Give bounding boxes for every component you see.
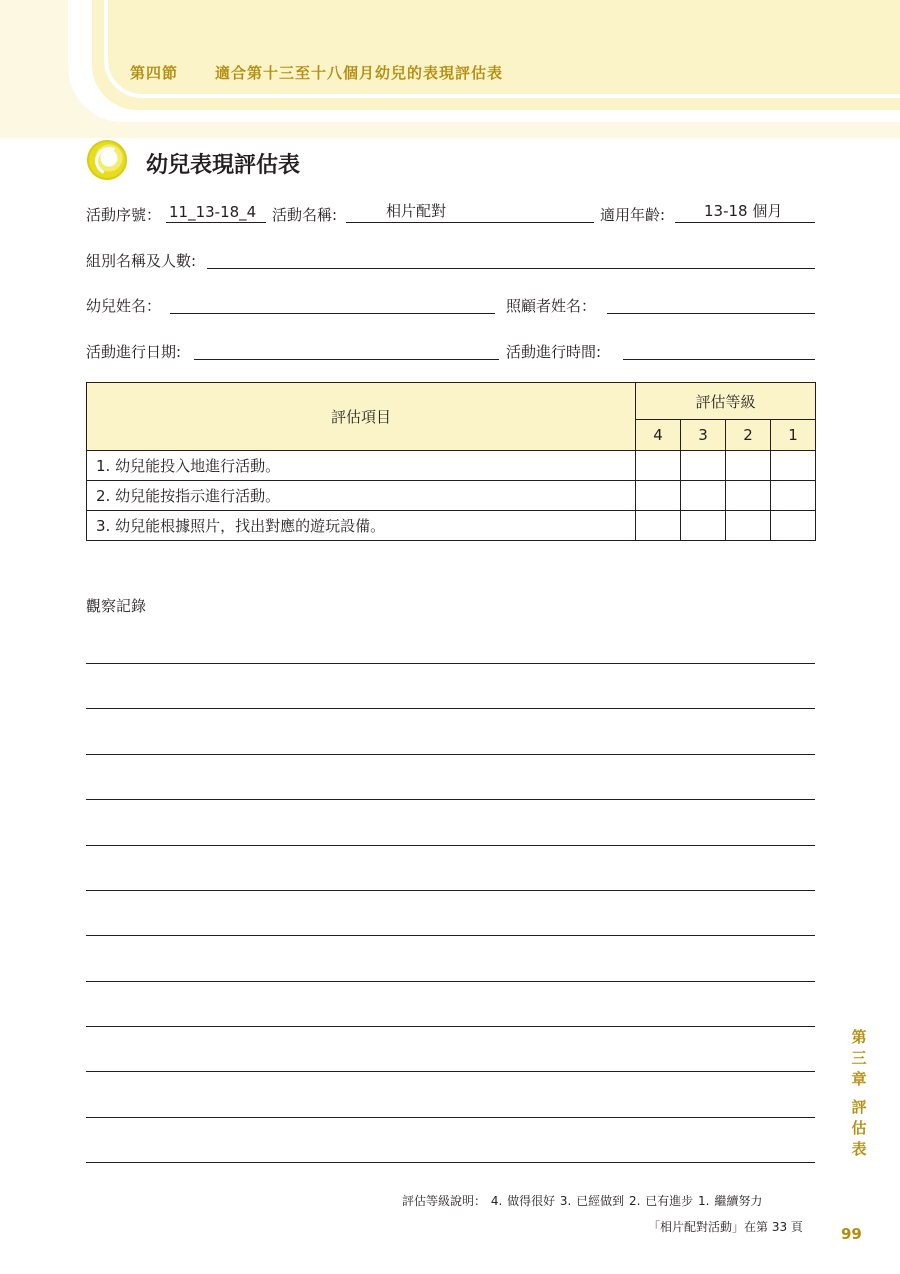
item-header: 評估項目	[87, 383, 636, 451]
note-line[interactable]	[86, 799, 815, 800]
grade-cell[interactable]	[636, 511, 681, 541]
activity-name-value: 相片配對	[386, 202, 447, 220]
note-line[interactable]	[86, 708, 815, 709]
header-frame-line	[104, 0, 900, 98]
table-row	[87, 511, 816, 541]
note-line[interactable]	[86, 935, 815, 936]
grade-4-header: 4	[636, 420, 681, 451]
title-bullet-icon	[87, 140, 127, 180]
child-name-field[interactable]	[170, 295, 495, 314]
grade-1-header: 1	[771, 420, 816, 451]
child-name-label: 幼兒姓名：	[86, 297, 162, 315]
time-field[interactable]	[623, 341, 815, 360]
note-line[interactable]	[86, 1071, 815, 1072]
chapter-char: 第	[851, 1028, 867, 1046]
grade-3-header: 3	[681, 420, 726, 451]
grade-cell[interactable]	[771, 511, 816, 541]
grade-cell[interactable]	[771, 451, 816, 481]
grade-cell[interactable]	[636, 451, 681, 481]
activity-no-label: 活動序號：	[86, 206, 162, 224]
grade-cell[interactable]	[726, 511, 771, 541]
age-label: 適用年齡:	[600, 206, 666, 224]
note-line[interactable]	[86, 1026, 815, 1027]
group-label: 組別名稱及人數:	[86, 252, 197, 270]
grade-cell[interactable]	[681, 481, 726, 511]
note-line[interactable]	[86, 981, 815, 982]
activity-reference: 「相片配對活動」在第 33 頁	[648, 1220, 803, 1234]
note-line[interactable]	[86, 754, 815, 755]
note-line[interactable]	[86, 663, 815, 664]
table-row	[87, 451, 816, 481]
age-field[interactable]	[675, 204, 815, 223]
grade-cell[interactable]	[681, 511, 726, 541]
carer-name-field[interactable]	[607, 295, 815, 314]
time-label: 活動進行時間:	[506, 343, 602, 361]
chapter-name-tab	[849, 1097, 869, 1160]
date-label: 活動進行日期:	[86, 343, 182, 361]
grade-2-header: 2	[726, 420, 771, 451]
chapter-char: 章	[851, 1070, 867, 1088]
grade-cell[interactable]	[726, 451, 771, 481]
carer-name-label: 照顧者姓名：	[506, 297, 597, 315]
chapter-name-char: 表	[851, 1140, 867, 1158]
note-line[interactable]	[86, 1117, 815, 1118]
chapter-name-char: 估	[851, 1119, 867, 1137]
grade-header: 評估等級	[636, 383, 816, 420]
chapter-char: 三	[851, 1049, 867, 1067]
table-row	[87, 481, 816, 511]
date-field[interactable]	[194, 341, 499, 360]
note-line[interactable]	[86, 1162, 815, 1163]
chapter-tab	[849, 1027, 869, 1090]
note-line[interactable]	[86, 890, 815, 891]
group-field[interactable]	[207, 250, 815, 269]
grade-legend: 評估等級說明： 4. 做得很好 3. 已經做到 2. 已有進步 1. 繼續努力	[402, 1194, 763, 1208]
section-title: 適合第十三至十八個月幼兒的表現評估表	[215, 64, 504, 82]
observation-label: 觀察記錄	[86, 597, 147, 615]
activity-no-field[interactable]	[166, 204, 266, 223]
form-title: 幼兒表現評估表	[146, 153, 301, 178]
activity-name-field[interactable]	[346, 204, 594, 223]
evaluation-table	[86, 382, 816, 541]
grade-cell[interactable]	[636, 481, 681, 511]
age-value: 13-18 個月	[704, 202, 783, 220]
note-line[interactable]	[86, 845, 815, 846]
activity-name-label: 活動名稱:	[272, 206, 338, 224]
grade-cell[interactable]	[681, 451, 726, 481]
item-1: 1. 幼兒能投入地進行活動。	[87, 451, 636, 481]
grade-cell[interactable]	[771, 481, 816, 511]
activity-no-value: 11_13-18_4	[169, 203, 257, 221]
page-number: 99	[841, 1225, 862, 1243]
grade-cell[interactable]	[726, 481, 771, 511]
chapter-name-char: 評	[851, 1098, 867, 1116]
item-2: 2. 幼兒能按指示進行活動。	[87, 481, 636, 511]
item-3: 3. 幼兒能根據照片，找出對應的遊玩設備。	[87, 511, 636, 541]
section-number: 第四節	[130, 64, 179, 82]
